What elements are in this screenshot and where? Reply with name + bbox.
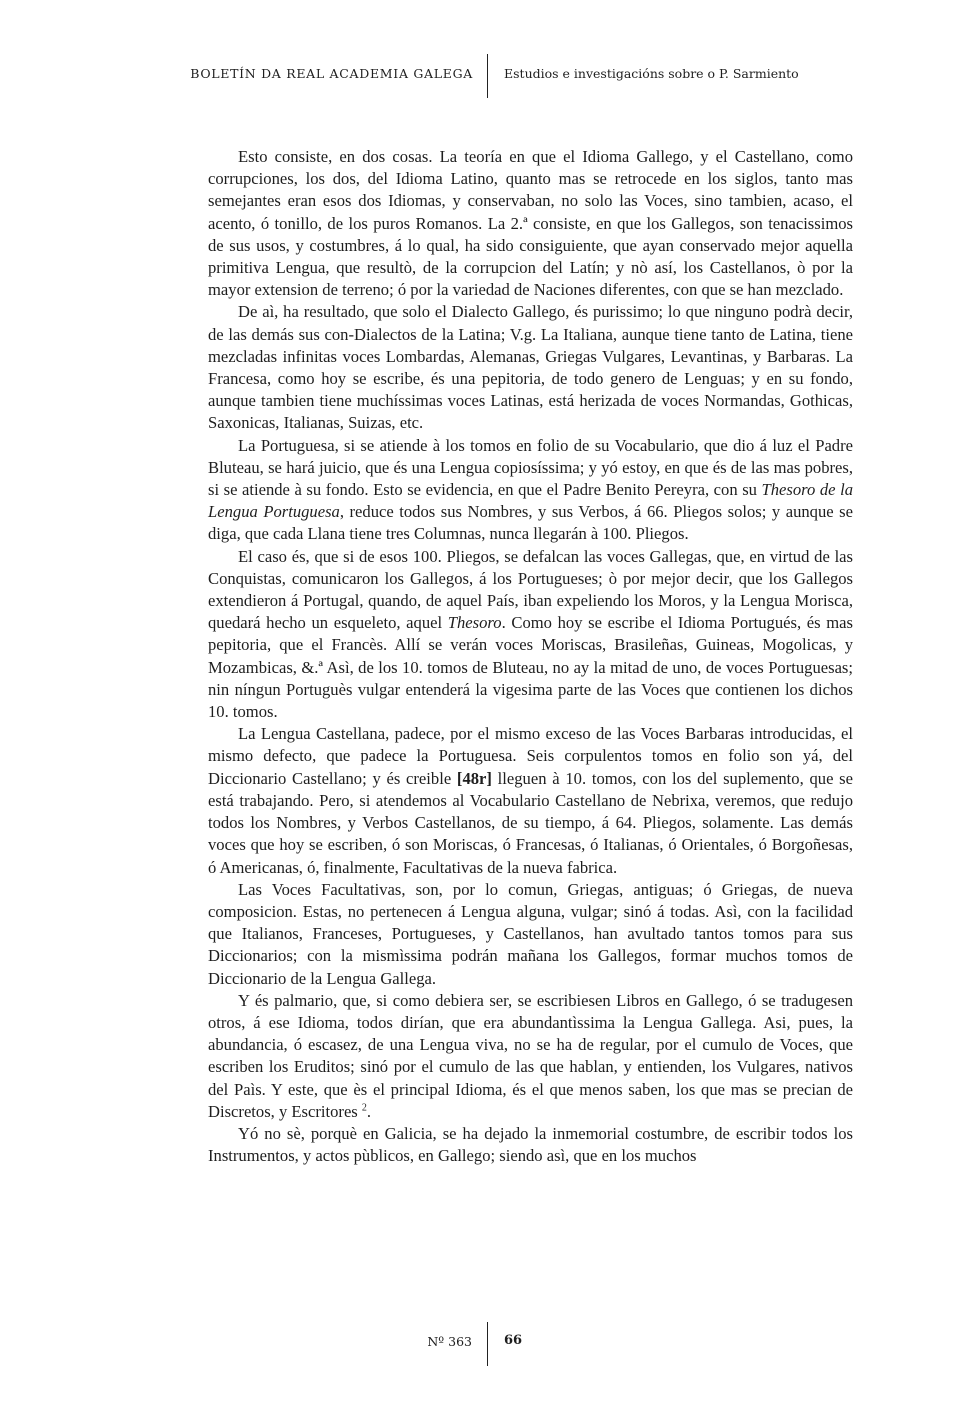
book-title: Thesoro	[447, 613, 502, 633]
page-footer	[0, 1322, 975, 1366]
footnote-ref[interactable]: 2	[361, 1102, 367, 1114]
book-title: Thesoro de la Lengua Portuguesa	[208, 480, 853, 522]
paragraph: La Lengua Castellana, padece, por el mismo exceso de las Voces Barbaras introducidas, el mismo defecto, que padece la Portuguesa. Seis corpulentos tomos en folio son yá, del Diccionario Castellano; y és creible [48r] lleguen à 10. tomos, con los del suplemento, que se está trabajando. Pero, si atendemos al Vocabulario Castellano de Nebrixa, veremos, que redujo todos los Nombres, y Verbos Castellanos, de su tiempo, á 64. Pliegos, solamente. Las demás voces que hoy se escriben, ó son Moriscas, ó Francesas, ó Italianas, ó Orientales, ó Borgoñesas, ó Americanas, ó, finalmente, Facultativas de la nueva fabrica.	[208, 724, 853, 877]
paragraph: Esto consiste, en dos cosas. La teoría en que el Idioma Gallego, y el Castellano, como corrupciones, los dos, del Idioma Latino, quanto mas se retrocede en los siglos, tanto mas semejantes eran esos dos Idiomas, y conservaban, no solo las Voces, sino tambien, acaso, el acento, ó tonillo, de los puros Romanos. La 2.ª consiste, en que los Gallegos, son tenacissimos de sus usos, y costumbres, á lo qual, ha sido consiguiente, que ayan conservado mejor aquella primitiva Lengua, que resultò, de la corrupcion del Latín; y nò así, los Castellanos, ò por la mayor extension de terreno; ó por la variedad de Naciones diferentes, con que se han mezclado.	[208, 147, 853, 300]
paragraph: De aì, ha resultado, que solo el Dialecto Gallego, és purissimo; lo que ninguno podrà decir, de las demás sus con-Dialectos de la Latina; V.g. La Italiana, aunque tiene tanto de Latina, tiene mezcladas infinitas voces Lombardas, Alemanas, Griegas Vulgares, Levantinas, y Barbaras. La Francesa, como hoy se escribe, és una pepitoria, de todo genero de Lenguas; y en su fondo, aunque tambien tiene muchíssimas voces Latinas, está herizada de voces Normandas, Gothicas, Saxonicas, Italianas, Suizas, etc.	[208, 302, 853, 433]
paragraph: Las Voces Facultativas, son, por lo comun, Griegas, antiguas; ó Griegas, de nueva composicion. Estas, no pertenecen á Lengua alguna, vulgar; sinó á todas. Asì, con la facilidad que Italianos, Franceses, Portugueses, y Castellanos, han avultado tantos tomos para sus Diccionarios; con la mismìssima podrán mañana los Gallegos, formar muchos tomos de Diccionario de la Lengua Gallega.	[208, 879, 853, 988]
issue-number: Nº 363	[427, 1334, 472, 1349]
header-divider	[487, 54, 488, 98]
running-header	[0, 54, 975, 98]
article-body	[208, 146, 853, 1167]
paragraph: El caso és, que si de esos 100. Pliegos, se defalcan las voces Gallegas, que, en virtud de las Conquistas, comunicaron los Gallegos, á los Portugueses; ò por mejor decir, que los Gallegos extendieron á Portugal, quando, de aquel País, iban expeliendo los Moros, y la Lengua Morisca, quedará hecho un esqueleto, aquel Thesoro. Como hoy se escribe el Idioma Portugués, és mas pepitoria, que el Francès. Allí se verán voces Moriscas, Brasileñas, Guineas, Mogolicas, y Mozambicas, &.ª Asì, de los 10. tomos de Bluteau, no ay la mitad de uno, de voces Portuguesas; nin níngun Portuguès vulgar entenderá la vigesima parte de las Voces que contienen los dichos 10. tomos.	[208, 546, 853, 722]
paragraph: Y és palmario, que, si como debiera ser, se escribiesen Libros en Gallego, ó se tradugesen otros, á ese Idioma, todos dirían, que era abundantìssima la Lengua Gallega. Asi, pues, la abundancia, ó escasez, de una Lengua viva, no se ha de regular, por el cumulo de Voces, que escriben los Eruditos; sinó por el cumulo de las que hablan, y entienden, los Vulgares, nativos del Paìs. Y este, que ès el principal Idioma, és el que menos saben, los que mas se precian de Discretos, y Escritores $^2$.	[208, 990, 853, 1121]
section-title: Estudios e investigacións sobre o P. Sarmiento	[504, 66, 799, 81]
footer-divider	[487, 1322, 488, 1366]
journal-title: BOLETÍN DA REAL ACADEMIA GALEGA	[190, 66, 473, 81]
paragraph: La Portuguesa, si se atiende à los tomos en folio de su Vocabulario, que dio á luz el Padre Bluteau, se hará juicio, que és una Lengua copiosíssima; y yó estoy, en que és de las mas pobres, si se atiende à su fondo. Esto se evidencia, en que el Padre Benito Pereyra, con su Thesoro de la Lengua Portuguesa, reduce todos sus Nombres, y sus Verbos, á 66. Pliegos solos; y aunque se diga, que cada Llana tiene tres Columnas, nunca llegarán à 100. Pliegos.	[208, 435, 853, 544]
page-number: 66	[504, 1333, 523, 1348]
folio-marker: [48r]	[456, 768, 492, 788]
paragraph: Yó no sè, porquè en Galicia, se ha dejado la inmemorial costumbre, de escribir todos los Instrumentos, y actos pùblicos, en Gallego; siendo asì, que en los muchos	[208, 1123, 853, 1166]
